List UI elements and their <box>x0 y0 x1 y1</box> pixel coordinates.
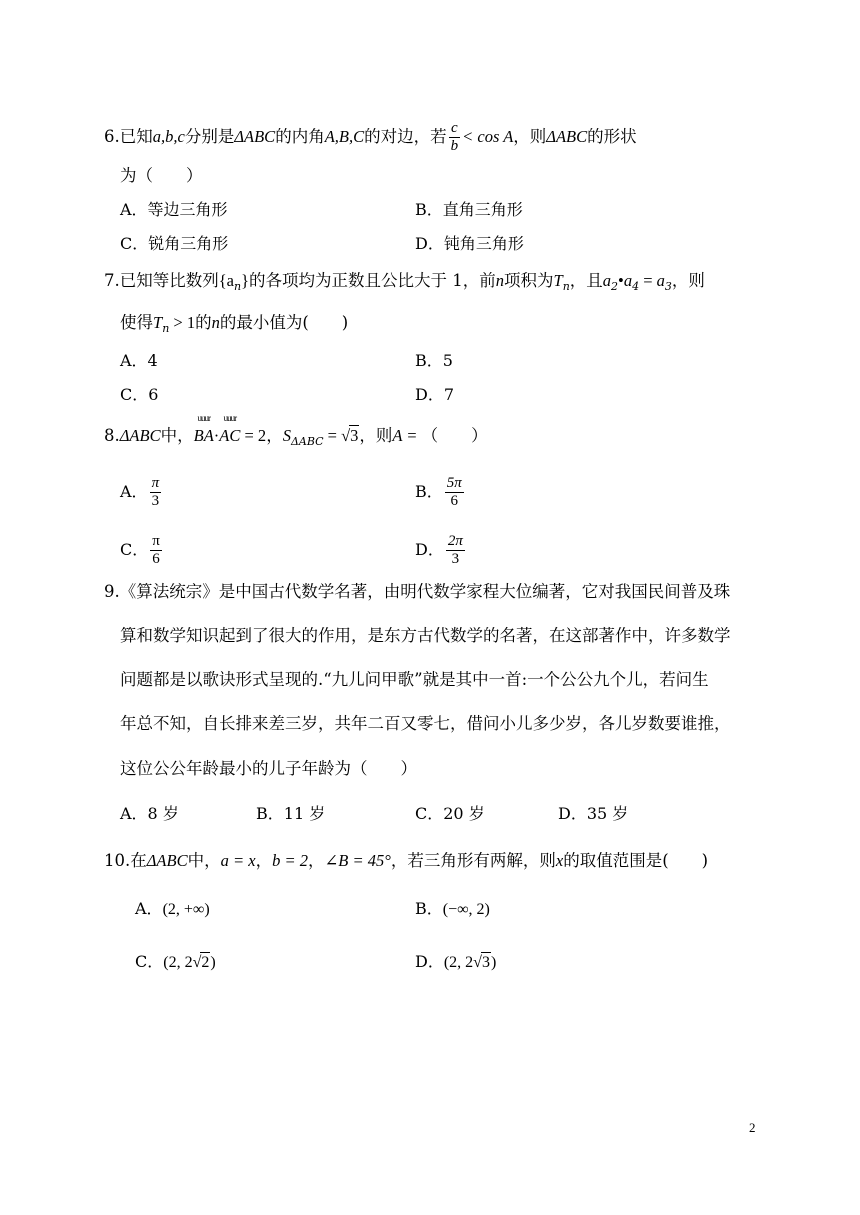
math: A,B,C <box>324 127 365 146</box>
option-c[interactable]: C．20 岁 <box>415 804 485 823</box>
math: ΔABC <box>119 426 161 445</box>
math: ∠B = 45° <box>324 851 391 870</box>
math: = 2 <box>240 426 267 445</box>
question-9-line-2: 算和数学知识起到了很大的作用，是东方古代数学的名著，在这部著作中，许多数学 <box>120 626 731 645</box>
sqrt-radicand: 3 <box>481 954 490 971</box>
math: ΔABC <box>546 127 588 146</box>
text: 使得 <box>120 313 153 332</box>
option-prefix: A． <box>120 482 148 501</box>
subscript: 2 <box>611 280 619 293</box>
option-value: (−∞, 2) <box>442 901 490 918</box>
option-d[interactable] <box>415 533 467 568</box>
option-a[interactable]: A．4 <box>120 351 158 370</box>
math: < cos A <box>462 127 514 146</box>
math: S <box>282 426 291 445</box>
page-number: 2 <box>749 1120 756 1135</box>
math: a,b,c <box>152 127 185 146</box>
text: 的各项均为正数且公比大于 1，前 <box>249 271 496 290</box>
option-value: (2, 2 <box>443 954 474 971</box>
question-number: 7. <box>104 271 120 290</box>
fraction-numerator: π <box>151 475 160 491</box>
text: ，则 <box>513 127 547 146</box>
option-c[interactable]: C．锐角三角形 <box>120 234 229 253</box>
text: 中， <box>160 426 194 445</box>
math: T <box>553 271 563 290</box>
question-number: 6. <box>104 127 120 146</box>
text: 的对边，若 <box>364 127 447 146</box>
text: 中， <box>187 851 221 870</box>
option-b[interactable]: B．11 岁 <box>256 804 326 823</box>
fraction-denominator: 3 <box>151 493 160 509</box>
math: ΔABC <box>234 127 276 146</box>
subscript: 4 <box>632 280 640 293</box>
vector-label: BA <box>193 426 214 445</box>
option-value: (2, 2 <box>163 954 193 971</box>
option-prefix: B． <box>415 899 443 918</box>
option-b[interactable] <box>415 899 490 920</box>
math: T <box>153 313 163 332</box>
text: ，则 <box>671 271 705 290</box>
subscript: n <box>562 280 570 293</box>
question-9-line-5: 这位公公年龄最小的儿子年龄为（ ） <box>120 759 417 778</box>
sqrt-sign: √ <box>473 954 482 971</box>
math: · <box>213 426 220 445</box>
fraction-numerator: 5π <box>446 475 462 491</box>
text: ， <box>255 851 273 870</box>
vector-label: AC <box>219 426 241 445</box>
fraction-denominator: 6 <box>450 493 459 509</box>
math: a <box>602 271 612 290</box>
fraction <box>446 533 465 568</box>
option-d[interactable]: D．7 <box>415 385 455 404</box>
fraction <box>150 475 162 510</box>
option-a[interactable]: A．等边三角形 <box>120 200 228 219</box>
text: ，且 <box>569 271 603 290</box>
option-prefix: D． <box>415 952 444 971</box>
math: } <box>241 271 250 290</box>
option-d[interactable]: D．钝角三角形 <box>415 234 524 253</box>
option-prefix: B． <box>415 482 443 501</box>
vector-ac <box>219 413 241 446</box>
math: • <box>618 271 624 290</box>
fraction-denominator: 6 <box>152 551 160 567</box>
option-b[interactable] <box>415 475 466 510</box>
math: a <box>623 271 633 290</box>
vector-arrow-mark: uuur <box>223 413 237 423</box>
math: {a <box>218 271 234 290</box>
question-number: 8. <box>104 426 120 445</box>
subscript: n <box>234 280 242 293</box>
option-a[interactable] <box>120 475 163 510</box>
math: A = <box>392 426 422 445</box>
text: ，则 <box>359 426 393 445</box>
math: n <box>211 313 220 332</box>
option-a[interactable] <box>135 899 210 920</box>
text: 已知 <box>119 127 153 146</box>
fraction-numerator: 2π <box>447 533 463 549</box>
text: 的最小值为( ) <box>219 313 349 332</box>
option-value: ) <box>210 954 216 971</box>
text: 的 <box>195 313 212 332</box>
math: n <box>495 271 505 290</box>
math: a <box>656 271 665 290</box>
math: a = x <box>220 851 256 870</box>
sqrt-radicand: 2 <box>201 954 210 971</box>
text: ，若三角形有两解，则 <box>390 851 556 870</box>
question-number: 10. <box>104 851 131 870</box>
math: ΔABC <box>146 851 188 870</box>
question-9-line-1: 9.《算法统宗》是中国古代数学名著，由明代数学家程大位编著，它对我国民间普及珠 <box>104 582 731 601</box>
fraction-numerator: π <box>152 533 160 549</box>
fraction-denominator: b <box>450 138 459 154</box>
option-d[interactable]: D．35 岁 <box>558 804 629 823</box>
text: 已知等比数列 <box>119 271 219 290</box>
text: 的形状 <box>587 127 637 146</box>
question-7-line-2 <box>120 313 348 339</box>
fraction <box>150 533 162 568</box>
question-8-line-1 <box>104 413 488 452</box>
fraction <box>445 475 464 510</box>
option-a[interactable]: A．8 岁 <box>120 804 179 823</box>
option-prefix: C． <box>120 540 149 559</box>
option-d[interactable] <box>415 952 496 973</box>
text: 的内角 <box>275 127 325 146</box>
sqrt-radicand: 3 <box>350 426 359 445</box>
text: 分别是 <box>184 127 235 146</box>
question-7-line-1 <box>104 271 705 297</box>
vector-arrow-mark: uuur <box>197 413 210 423</box>
question-6-line-1 <box>104 120 637 155</box>
question-9-line-4: 年总不知，自长排来差三岁，共年二百又零七，借问小儿多少岁，各儿岁数要谁推， <box>120 714 731 733</box>
text: 项积为 <box>504 271 554 290</box>
math: = <box>639 271 657 290</box>
text: ， <box>266 426 283 445</box>
math: b = 2 <box>272 851 308 870</box>
math: x <box>555 851 564 870</box>
fraction-denominator: 3 <box>451 551 460 567</box>
math: = <box>323 426 342 445</box>
option-prefix: C． <box>135 952 164 971</box>
text: 的取值范围是( ) <box>563 851 709 870</box>
option-c[interactable]: C．6 <box>120 385 159 404</box>
sqrt-sign: √ <box>192 954 202 971</box>
fraction <box>449 120 461 155</box>
text: ， <box>307 851 325 870</box>
sqrt-sign: √ <box>341 426 351 445</box>
option-c[interactable] <box>120 533 164 568</box>
fraction-numerator: c <box>449 120 461 138</box>
option-prefix: A． <box>135 899 163 918</box>
option-b[interactable]: B．直角三角形 <box>415 200 523 219</box>
option-prefix: D． <box>415 540 444 559</box>
question-10-line-1 <box>104 851 708 871</box>
math: > 1 <box>169 313 196 332</box>
option-value: (2, +∞) <box>162 901 210 918</box>
option-value: ) <box>490 954 497 971</box>
subscript: 3 <box>664 280 672 293</box>
option-b[interactable]: B．5 <box>415 351 453 370</box>
question-6-line-2: 为（ ） <box>120 166 203 185</box>
subscript: n <box>162 322 170 335</box>
text: （ ） <box>421 426 488 445</box>
vector-ba <box>193 413 214 446</box>
question-9-line-3: 问题都是以歌诀形式呈现的.“九儿问甲歌”就是其中一首:一个公公九个儿，若问生 <box>120 670 709 689</box>
subscript: ΔABC <box>290 435 324 448</box>
option-c[interactable] <box>135 952 216 973</box>
text: 在 <box>130 851 147 870</box>
